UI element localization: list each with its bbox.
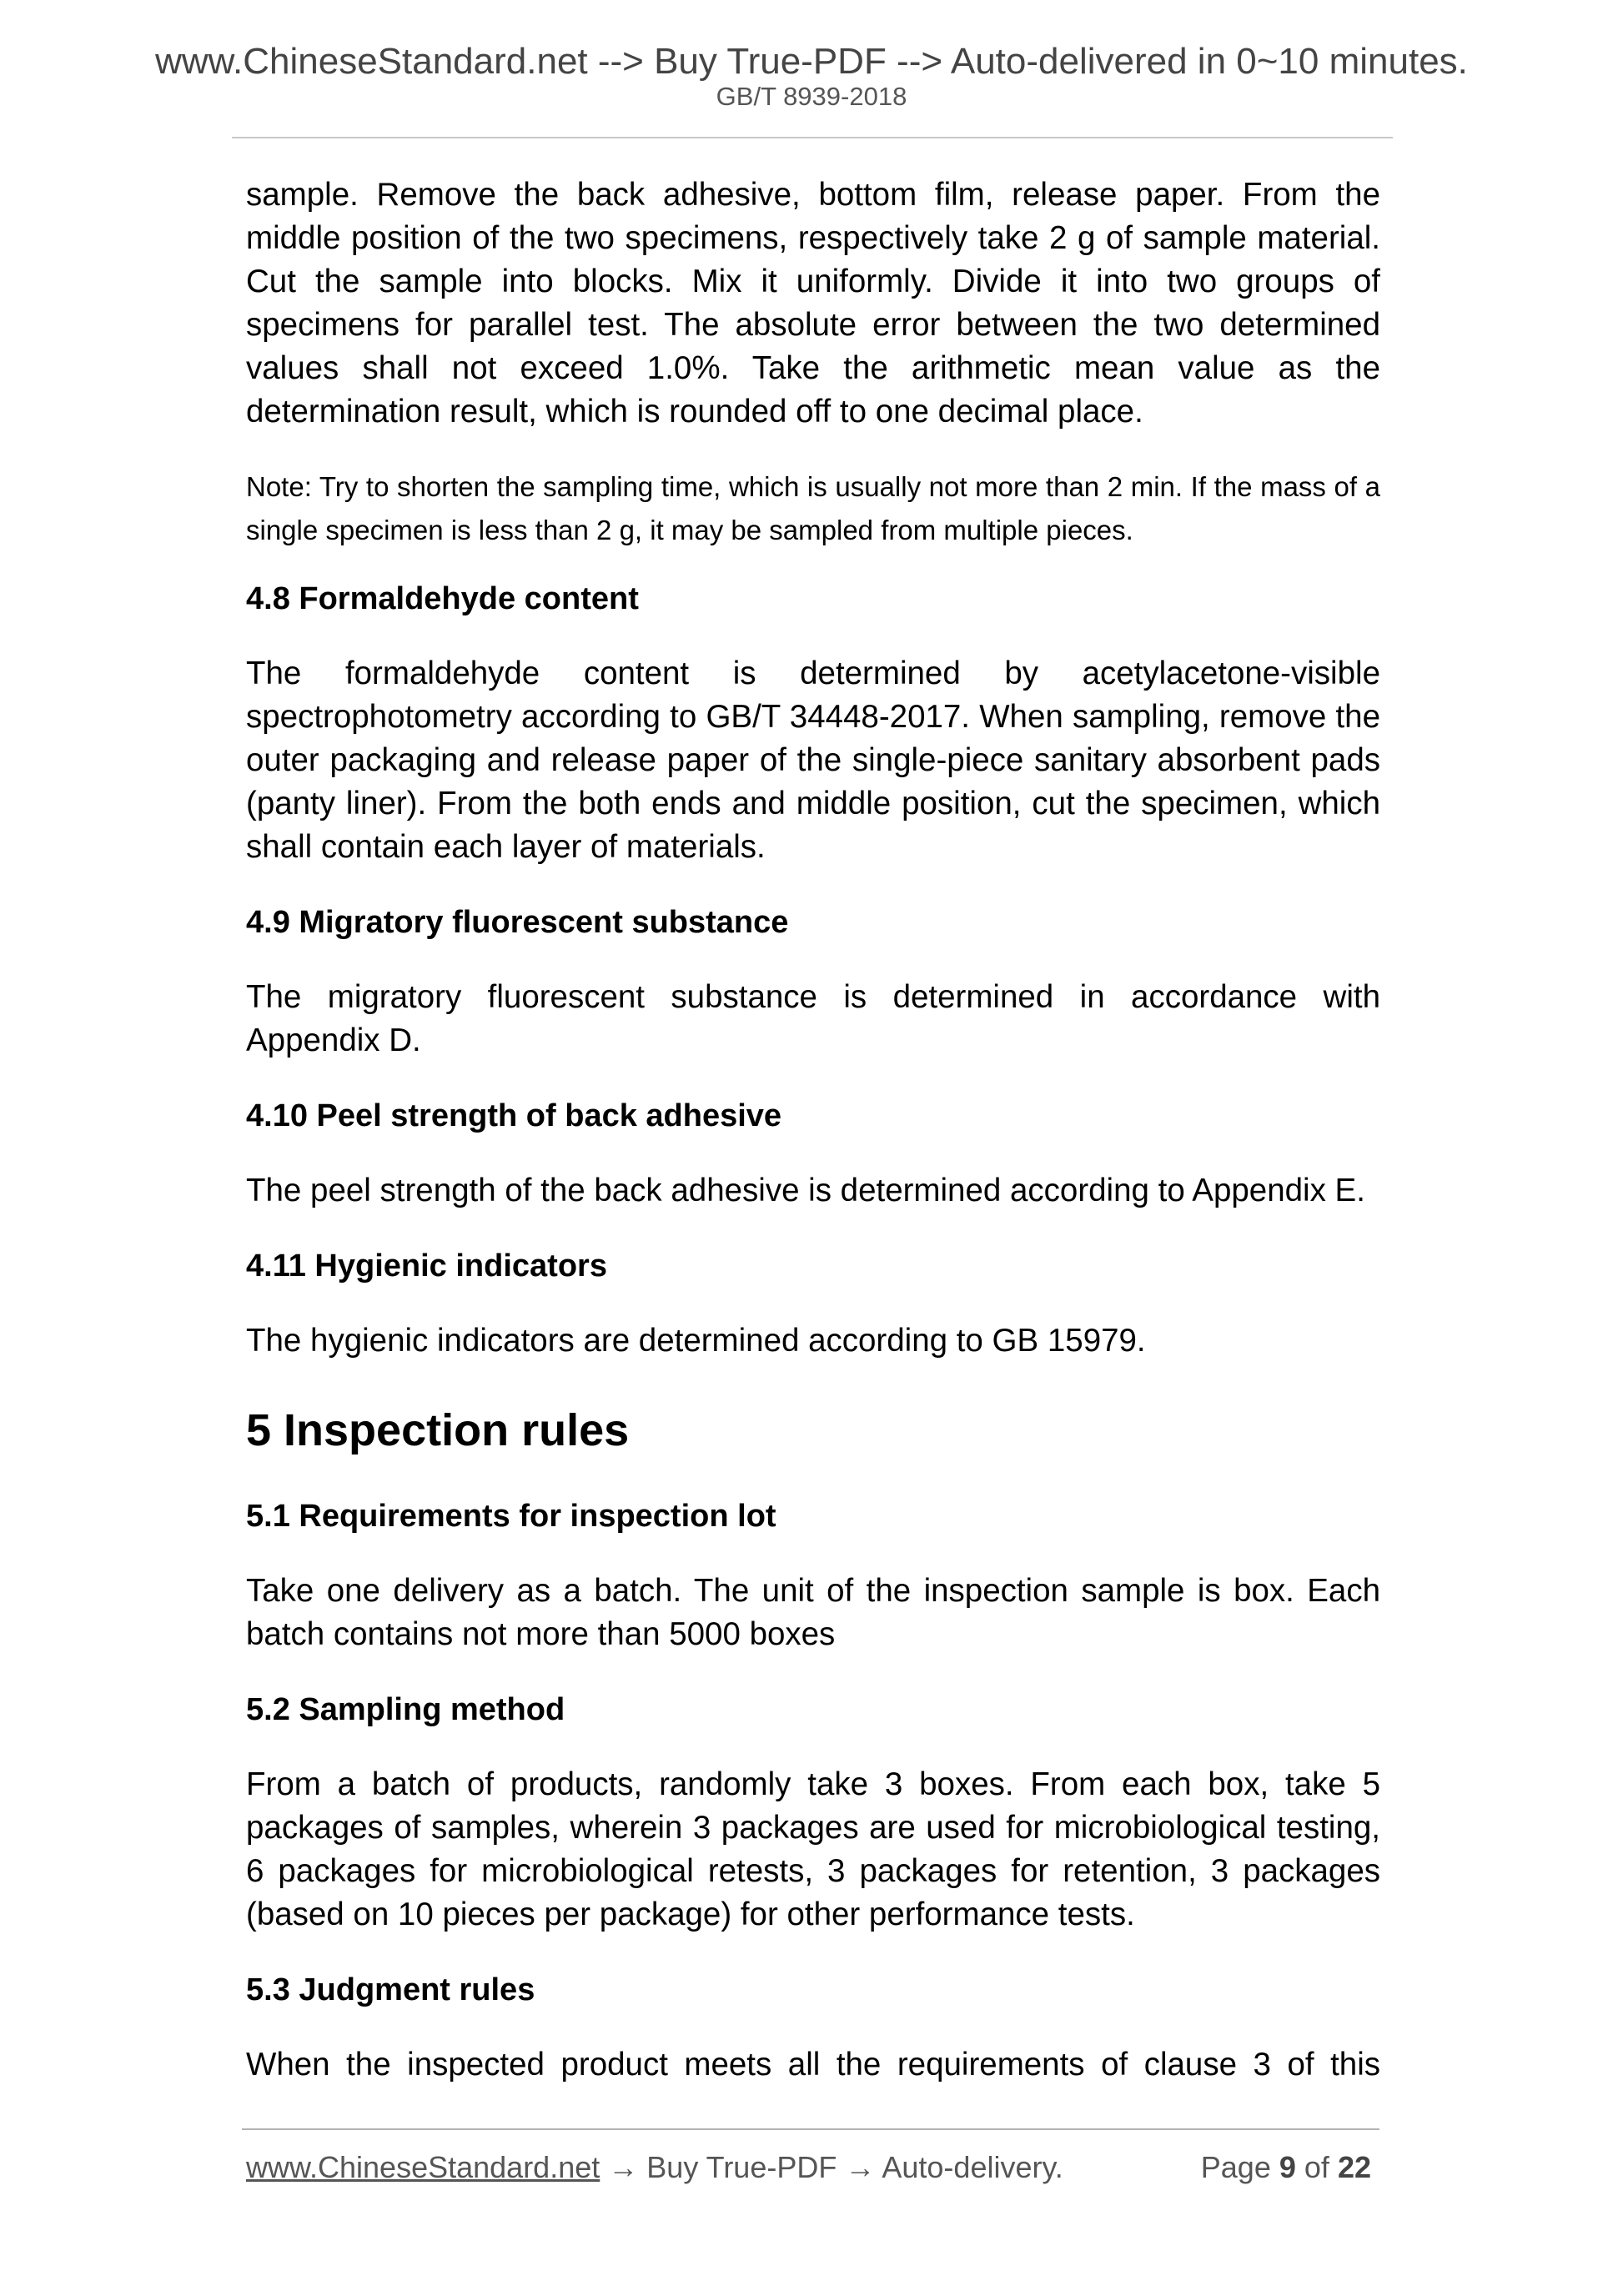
of-label: of bbox=[1304, 2150, 1329, 2184]
paragraph-5-3: When the inspected product meets all the requirements of clause 3 of this bbox=[246, 2047, 1380, 2082]
page-indicator bbox=[1201, 2150, 1371, 2185]
page-content bbox=[246, 173, 1380, 2118]
footer-promo bbox=[246, 2150, 1063, 2185]
paragraph-4-10: The peel strength of the back adhesive is determined according to Appendix E. bbox=[246, 1173, 1365, 1208]
sample-paragraph: sample. Remove the back adhesive, bottom film, release paper. From the middle position of the two specimens, respectively take 2 g of sample material. Cut the sample into blocks. Mix it uniformly. Divide it into two groups of specimens for parallel test. The absolute error between the two determined values shall not exceed 1.0%. Take the arithmetic mean value as the determination result, which is rounded off to one decimal place. bbox=[246, 177, 1380, 430]
arrow-right-icon: → bbox=[845, 2150, 876, 2184]
standard-code: GB/T 8939-2018 bbox=[716, 82, 907, 111]
heading-4-8: 4.8 Formaldehyde content bbox=[246, 581, 639, 616]
heading-5-1: 5.1 Requirements for inspection lot bbox=[246, 1499, 776, 1534]
total-pages: 22 bbox=[1337, 2150, 1371, 2184]
page-number: 9 bbox=[1279, 2150, 1296, 2184]
heading-5-3: 5.3 Judgment rules bbox=[246, 1972, 535, 2007]
top-banner: www.ChineseStandard.net --> Buy True-PDF --> Auto-delivered in 0~10 minutes. bbox=[155, 41, 1468, 82]
paragraph-4-8: The formaldehyde content is determined by acetylacetone-visible spectrophotometry according to GB/T 34448-2017. When sampling, remove the outer packaging and release paper of the single-piece sanitary absorbent pads (panty liner). From the both ends and middle position, cut the specimen, which shall contain each layer of materials. bbox=[246, 656, 1380, 865]
paragraph-4-11: The hygienic indicators are determined according to GB 15979. bbox=[246, 1323, 1146, 1359]
heading-4-10: 4.10 Peel strength of back adhesive bbox=[246, 1098, 782, 1133]
heading-5-2: 5.2 Sampling method bbox=[246, 1692, 565, 1727]
arrow-right-icon: → bbox=[608, 2150, 639, 2184]
footer-site-link[interactable]: www.ChineseStandard.net bbox=[246, 2150, 600, 2184]
heading-4-11: 4.11 Hygienic indicators bbox=[246, 1248, 607, 1284]
paragraph-5-2: From a batch of products, randomly take 3 boxes. From each box, take 5 packages of samples, wherein 3 packages are used for microbiological testing, 6 packages for microbiological retests, 3 packages for retention, 3 packages (based on 10 pieces per package) for other performance tests. bbox=[246, 1766, 1380, 1932]
heading-4-9: 4.9 Migratory fluorescent substance bbox=[246, 905, 789, 940]
header-divider bbox=[232, 137, 1393, 138]
paragraph-4-9: The migratory fluorescent substance is determined in accordance with Appendix D. bbox=[246, 979, 1380, 1058]
footer-delivery-text: Auto-delivery. bbox=[882, 2150, 1063, 2184]
sampling-note: Note: Try to shorten the sampling time, which is usually not more than 2 min. If the mass of a single specimen is less than 2 g, it may be sampled from multiple pieces. bbox=[246, 471, 1380, 545]
heading-5: 5 Inspection rules bbox=[246, 1405, 630, 1455]
page-label: Page bbox=[1200, 2150, 1271, 2184]
footer-divider bbox=[242, 2128, 1379, 2130]
paragraph-5-1: Take one delivery as a batch. The unit of the inspection sample is box. Each batch contains not more than 5000 boxes bbox=[246, 1573, 1380, 1652]
footer-buy-text: Buy True-PDF bbox=[646, 2150, 837, 2184]
